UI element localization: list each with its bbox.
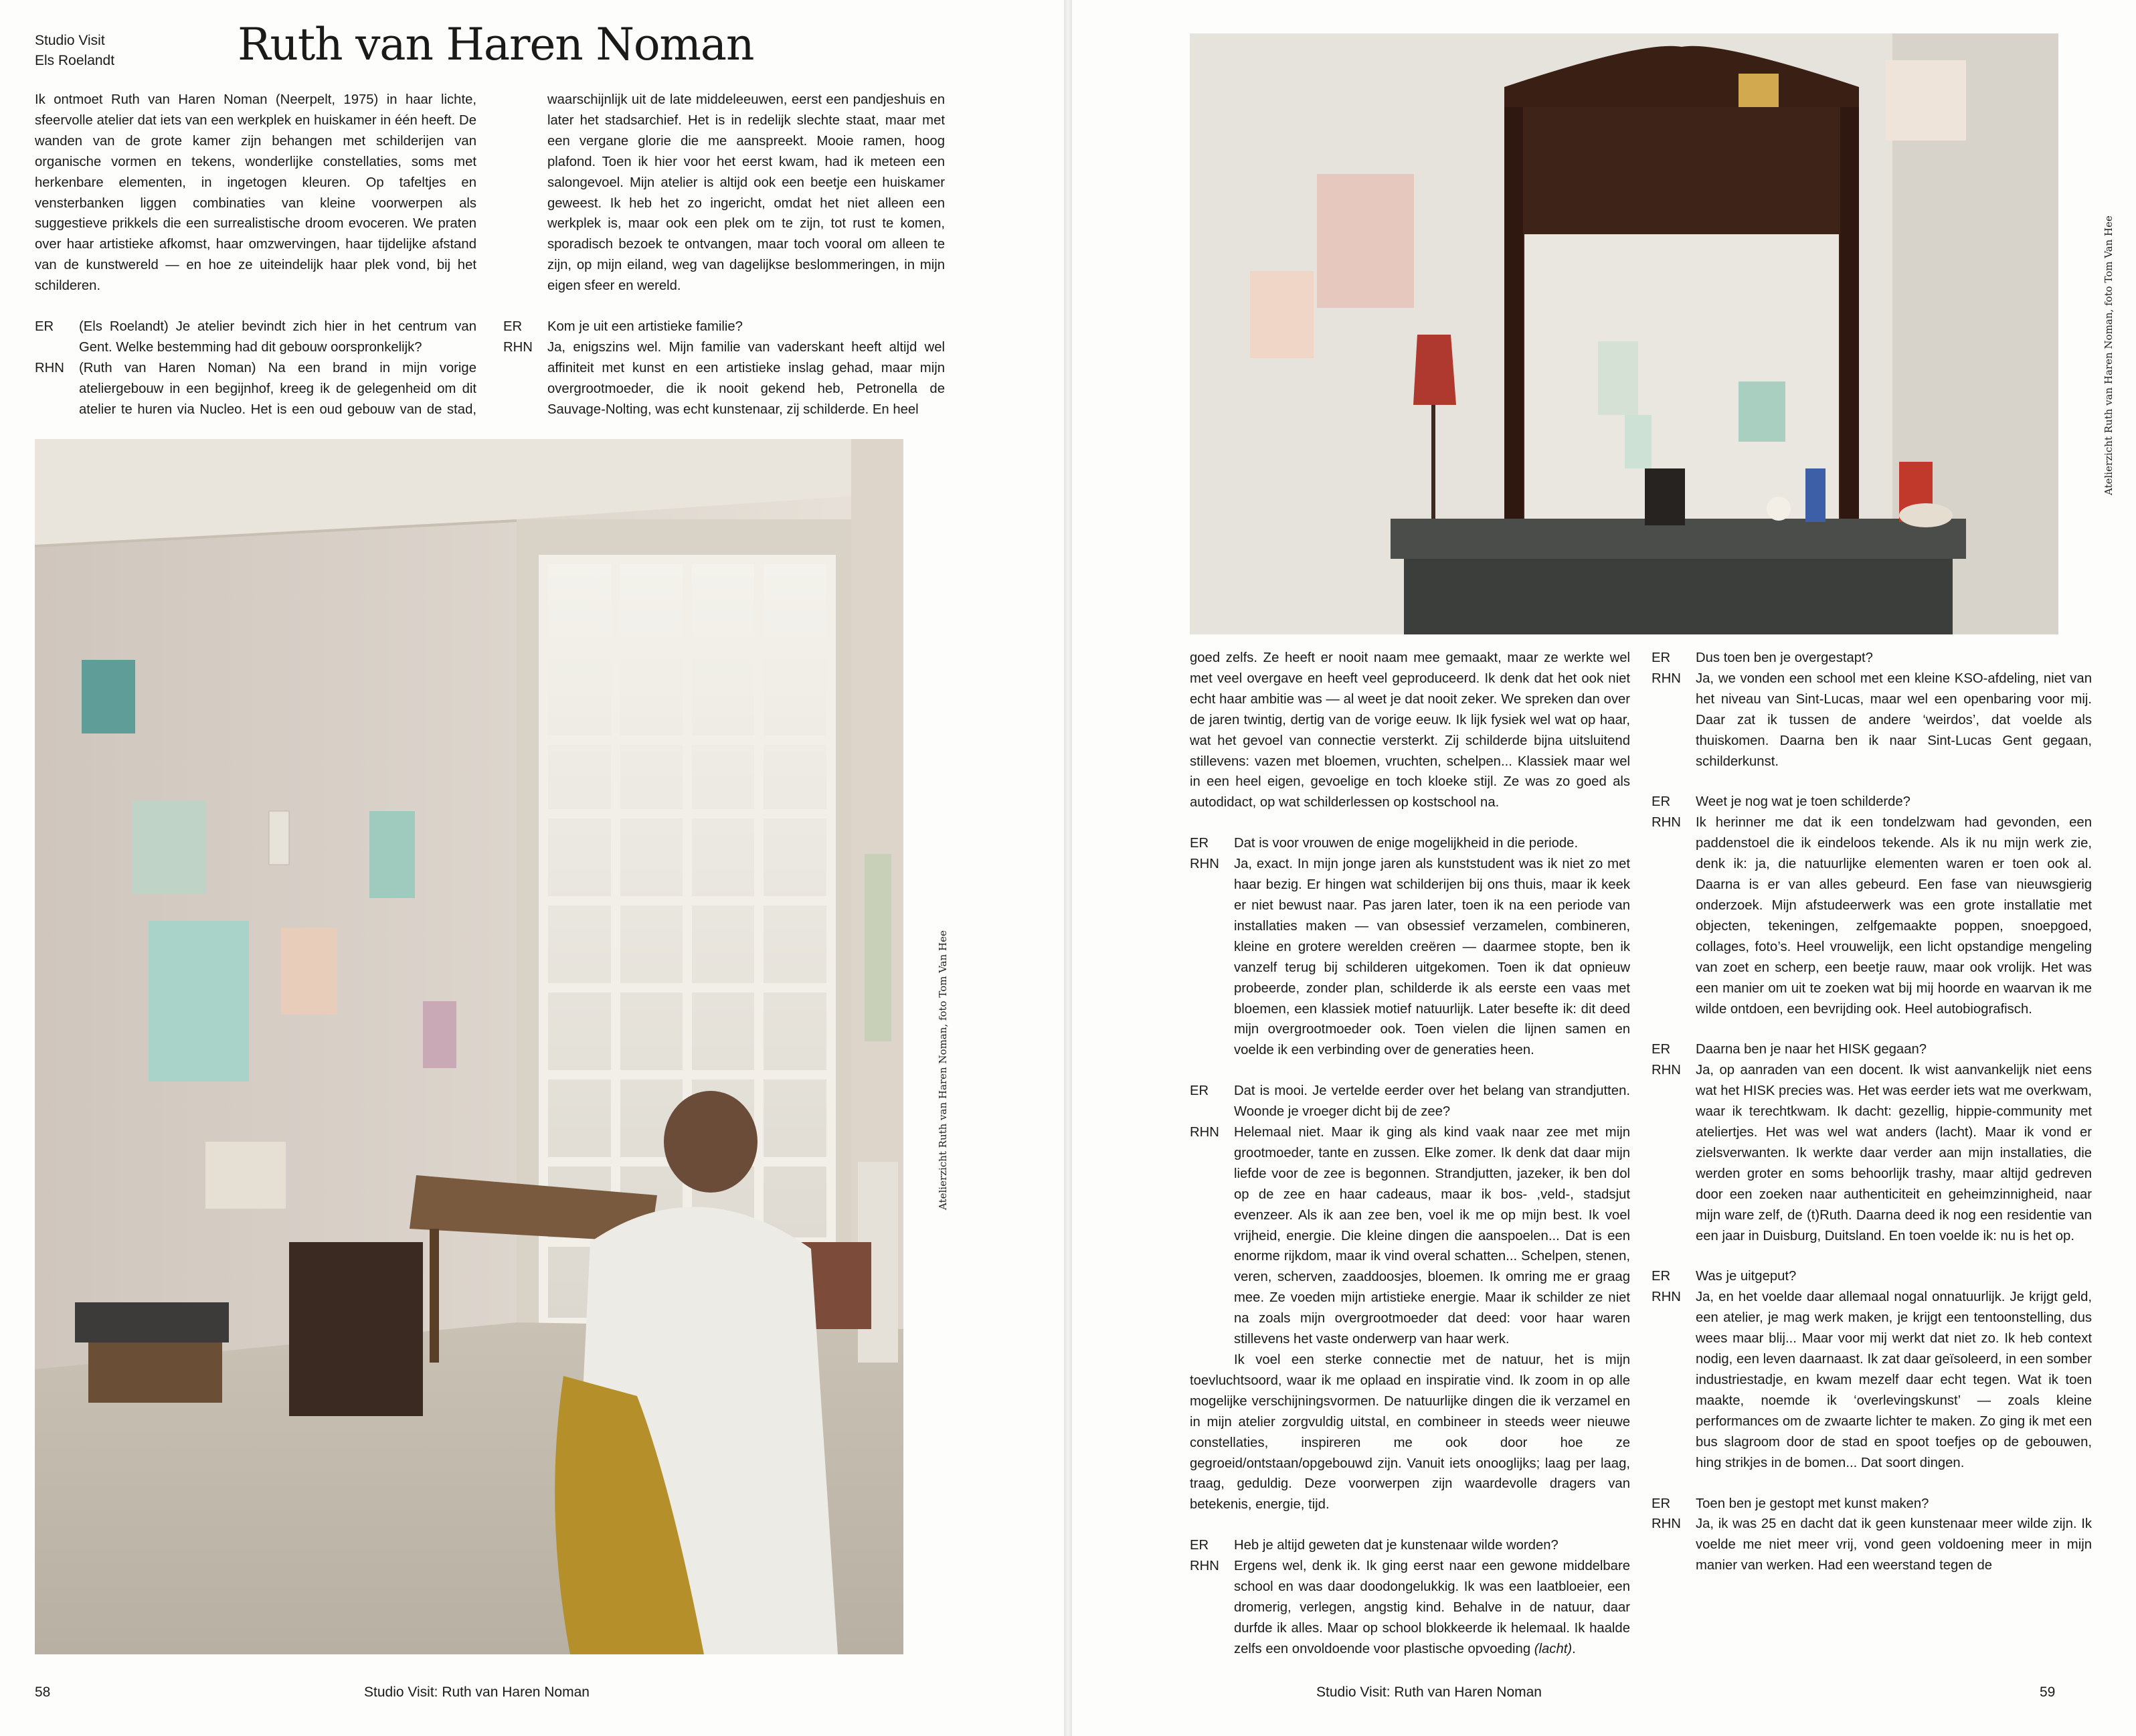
answer-text: Ja, ik was 25 en dacht dat ik geen kunstenaar meer wilde zijn. Ik voelde me niet meer vrij, vond geen voldoening meer in mijn manier van werken. Had een weerstand tegen de: [1696, 1516, 2092, 1573]
speaker-label: RHN: [1652, 671, 1681, 686]
left-page: [0, 0, 1064, 1736]
question-6: [1652, 648, 2092, 669]
speaker-label: RHN: [1190, 1559, 1219, 1574]
article-title: Ruth van Haren Noman: [238, 19, 754, 70]
question-4: [1190, 1081, 1630, 1122]
right-text-columns: [1190, 648, 2092, 1674]
answer-text: Ja, we vonden een school met een kleine KSO-afdeling, niet van het niveau van Sint-Lucas, maar wel een openbaring voor mij. Daar zat ik tussen de andere ‘weirdos’, dat voelde als thuiskomen. Daarna ben ik naar Sint-Lucas Gent gegaan, schilderkunst.: [1696, 671, 2092, 769]
question-7: [1652, 792, 2092, 812]
answer-5: [1190, 1556, 1630, 1660]
answer-5-italic: (lacht): [1534, 1641, 1573, 1656]
answer-2-continued: goed zelfs. Ze heeft er nooit naam mee gemaakt, maar ze werkte wel met veel overgave en heeft veel geproduceerd. Ik denk dat het ook niet echt haar ambitie was — al weet je dat nooit zeker. We spreken dan over de jaren twintig, dertig van de vorige eeuw. Ik lijk fysiek wel wat op haar, wat het gevoel van connectie versterkt. Zij schilderde bijna uitsluitend stillevens: vazen met bloemen, vruchten, schelpen... Klassiek maar wel in een heel eigen, gevoelige en toch kloeke stijl. Ze was zo goed als autodidact, op wat schilderlessen op kostschool na.: [1190, 650, 1630, 810]
answer-text: Ja, op aanraden van een docent. Ik wist aanvankelijk niet eens wat het HISK precies was. Het was eerder iets wat me overkwam, waar ik terechtkwam. Ik dacht: gezellig, hippie-community met ateliertjes. Het was wel wat anders (lacht). Maar ik vond er zielsverwanten. Ik werkte daar verder aan mijn installaties, die werden groter en soms behoorlijk trashy, maar altijd gedreven door een zoeken naar authenticiteit en geheimzinnigheid, naar mijn ware zelf, de (t)Ruth. Daarna deed ik nog een residentie van een jaar in Duisburg, Duitsland. En toen voelde ik: nu is het op.: [1696, 1063, 2092, 1243]
answer-5-body: Ergens wel, denk ik. Ik ging eerst naar een gewone middelbare school en was daar doodongelukkig. Ik was een laatbloeier, een dromerig, verlegen, angstig kind. Behalve in de natuur, daar durfde ik alles. Maar op school blokkeerde ik helemaal. Ik haalde zelfs een onvoldoende voor plastische opvoeding: [1234, 1559, 1630, 1656]
running-head-right: Studio Visit: Ruth van Haren Noman: [1316, 1684, 1542, 1700]
answer-3: [1190, 854, 1630, 1061]
intro-paragraph: Ik ontmoet Ruth van Haren Noman (Neerpelt, 1975) in haar lichte, sfeervolle atelier dat iets van een werkplek en huiskamer in één heeft. De wanden van de grote kamer zijn behangen met schilderijen van organische vormen en tekens, wonderlijke constellaties, soms met herkenbare elementen, in ingetogen kleuren. Op tafeltjes en vensterbanken liggen combinaties van kleine voorwerpen als suggestieve prikkels die een surrealistische droom evoceren. We praten over haar artistieke afkomst, haar omzwervingen, haar tijdelijke afstand van de kunstwereld — en hoe ze uiteindelijk haar plek vond, bij het schilderen.: [35, 92, 476, 294]
studio-photo-window: [35, 439, 903, 1654]
speaker-label: ER: [35, 319, 54, 335]
question-9: [1652, 1266, 2092, 1287]
studio-photo-mantel: [1190, 33, 2058, 634]
speaker-label: ER: [1652, 650, 1671, 665]
speaker-label: RHN: [1190, 857, 1219, 872]
speaker-label: RHN: [1652, 1063, 1681, 1078]
answer-4: [1190, 1122, 1630, 1350]
speaker-label: RHN: [1652, 1516, 1681, 1532]
speaker-label: ER: [1652, 1269, 1671, 1284]
speaker-label: RHN: [503, 339, 533, 355]
answer-8: [1652, 1060, 2092, 1246]
question-text: Dat is voor vrouwen de enige mogelijkheid in die periode.: [1234, 836, 1579, 851]
photo-caption-right: Atelierzicht Ruth van Haren Noman, foto Tom Van Hee: [2103, 215, 2115, 495]
question-text: Kom je uit een artistieke familie?: [547, 319, 743, 335]
question-1: [35, 317, 476, 358]
answer-text: Ja, enigszins wel. Mijn familie van vaderskant heeft altijd wel affiniteit met kunst en een artistieke inslag gehad, maar mijn overgrootmoeder, die ik nooit gekend heb, Petronella de Sauvage-Nolting, was echt kunstenaar, zij schilderde. En heel: [547, 339, 945, 417]
speaker-label: RHN: [1652, 1290, 1681, 1305]
question-text: Dat is mooi. Je vertelde eerder over het belang van strandjutten. Woonde je vroeger dicht bij de zee?: [1234, 1083, 1630, 1120]
speaker-label: ER: [1652, 794, 1671, 810]
speaker-label: RHN: [1190, 1125, 1219, 1140]
question-text: Toen ben je gestopt met kunst maken?: [1696, 1496, 1929, 1511]
question-text: (Els Roelandt) Je atelier bevindt zich hier in het centrum van Gent. Welke bestemming had dit gebouw oorspronkelijk?: [79, 319, 476, 355]
page-number-right: 59: [2040, 1684, 2056, 1700]
question-text: Heb je altijd geweten dat je kunstenaar wilde worden?: [1234, 1538, 1559, 1553]
answer-9: [1652, 1287, 2092, 1473]
answer-10: [1652, 1514, 2092, 1576]
question-10: [1652, 1494, 2092, 1514]
running-head-left: Studio Visit: Ruth van Haren Noman: [364, 1684, 590, 1700]
speaker-label: ER: [1190, 1538, 1209, 1553]
answer-text: Ik herinner me dat ik een tondelzwam had gevonden, een paddenstoel die ik eindeloos tekende. Als ik nu mijn werk zie, denk ik: ja, die natuurlijke elementen waren er toen ook al. Daarna is er van alles gebeurd. Een fase van nieuwsgierig onderzoek. Mijn afstudeerwerk was een grote installatie met objecten, tekeningen, zelfgemaakte poppen, snoepgoed, collages, foto’s. Heel vrouwelijk, een licht opstandige mengeling van zoet en scherp, een beetje rauw, maar ook vrolijk. Het was een manier om uit te zoeken wat bij mij hoorde en waarvan ik me wilde ontdoen, een bevrijding ook. Heel autobiografisch.: [1696, 815, 2092, 1017]
question-5: [1190, 1535, 1630, 1556]
answer-7: [1652, 812, 2092, 1019]
question-2: [503, 317, 945, 337]
section-name: Studio Visit: [35, 33, 105, 48]
question-text: Was je uitgeput?: [1696, 1269, 1797, 1284]
speaker-label: ER: [1190, 1083, 1209, 1099]
book-gutter: [1064, 0, 1072, 1736]
speaker-label: ER: [1652, 1042, 1671, 1057]
question-8: [1652, 1039, 2092, 1060]
question-3: [1190, 833, 1630, 854]
answer-text: Ergens wel, denk ik. Ik ging eerst naar een gewone middelbare school en was daar doodongelukkig. Ik was een laatbloeier, een dromerig, verlegen, angstig kind. Behalve in de natuur, daar durfde ik alles. Maar op school blokkeerde ik helemaal. Ik haalde zelfs een onvoldoende voor plastische opvoeding (lacht).: [1234, 1559, 1630, 1656]
question-text: Weet je nog wat je toen schilderde?: [1696, 794, 1910, 810]
section-label: [35, 31, 114, 71]
speaker-label: RHN: [1652, 815, 1681, 831]
page-number-left: 58: [35, 1684, 51, 1700]
answer-6: [1652, 669, 2092, 772]
author-name: Els Roelandt: [35, 53, 115, 68]
left-text-columns: [35, 90, 945, 424]
answer-text: Ja, en het voelde daar allemaal nogal onnatuurlijk. Je krijgt geld, een atelier, je mag werk maken, je krijgt een tentoonstelling, dus wees maar blij... Maar voor mij werkt dat niet zo. Ik heb context nodig, een leven daarnaast. Ik zat daar geïsoleerd, in een somber industriestadje, en kwam mezelf daar echt tegen. Wat ik toen maakte, noemde ik ‘overlevingskunst’ — zoals kleine performances om de zwaarte lichter te maken. Zo ging ik met een bus slagroom door de stad en spoot toefjes op de gebouwen, hing strikjes in de bomen... Dat soort dingen.: [1696, 1290, 2092, 1470]
answer-text: Ja, exact. In mijn jonge jaren als kunststudent was ik niet zo met haar bezig. Er hingen wat schilderijen bij ons thuis, maar ik keek er niet bewust naar. Pas jaren later, toen ik na een periode van installaties maken — van obsessief verzamelen, combineren, kleine en grotere werelden creëren — daarmee stopte, ben ik vanzelf terug bij schilderen uitgekomen. Toen ik dat opnieuw probeerde, zonder plan, schilderde ik als eerste een vaas met bloemen, een klassiek motief natuurlijk. Later besefte ik: dit deed mijn overgrootmoeder ook. Toen vielen die lijnen samen en voelde ik een verbinding over de generaties heen.: [1234, 857, 1630, 1058]
speaker-label: ER: [1190, 836, 1209, 851]
right-page: [1072, 0, 2136, 1736]
question-text: Daarna ben je naar het HISK gegaan?: [1696, 1042, 1927, 1057]
speaker-label: ER: [503, 319, 523, 335]
speaker-label: RHN: [35, 360, 64, 375]
photo-caption-left: Atelierzicht Ruth van Haren Noman, foto Tom Van Hee: [937, 930, 949, 1210]
answer-text: Helemaal niet. Maar ik ging als kind vaak naar zee met mijn grootmoeder, tante en zussen. Elke zomer. Ik denk dat daar mijn liefde voor de zee is begonnen. Strandjutten, jazeker, ik ben dol op de zee en haar cadeaus, maar ik bos- ,veld-, stadsjut evenzeer. Als ik aan zee ben, voel ik me op mijn best. Ik voel vrijheid, energie. Die kleine dingen die aanspoelen... Dat is een enorme rijkdom, maar ik vind overal schatten... Schelpen, stenen, veren, scherven, zaaddoosjes, bloemen. Ik omring me er graag mee. Ze voeden mijn artistieke energie. Maar ik schilder ze niet na zoals mijn overgrootmoeder dat deed: voor haar waren stillevens het vaste onderwerp van haar werk.: [1234, 1125, 1630, 1347]
answer-4-continued: Ik voel een sterke connectie met de natuur, het is mijn toevluchtsoord, waar ik me oplaad en inspiratie vind. Ik zoom in op alle mogelijke verschijningsvormen. De natuurlijke dingen die ik verzamel en in mijn atelier zorgvuldig uitstal, en combineer in steeds weer nieuwe constellaties, inspireren me ook door hoe ze gegroeid/ontstaan/opgebouwd zijn. Vanuit iets onooglijks; laag per laag, traag, geduldig. Deze voorwerpen zijn waardevolle dragers van betekenis, energie, tijd.: [1190, 1353, 1630, 1512]
answer-text: (Ruth van Haren Noman) Na een brand in mijn vorige ateliergebouw in een begijnhof, kreeg ik de gelegenheid om dit atelier te huren via Nucleo. Het is een oud gebouw van de stad, waarschijnlijk uit de late middeleeuwen, eerst een pandjeshuis en later het stadsarchief. Het is in redelijk slechte staat, maar met een vergane glorie die me aanspreekt. Mooie ramen, hoog plafond. Toen ik hier voor het eerst kwam, had ik meteen een salongevoel. Mijn atelier is altijd ook een beetje een huiskamer geweest. Ik heb het zo ingericht, omdat het niet alleen een werkplek is, maar ook een plek om te zijn, tot rust te komen, sporadisch bezoek te ontvangen, maar toch vooral om alleen te zijn, op mijn eiland, weg van dagelijkse beslommeringen, in mijn eigen sfeer en wereld.: [79, 92, 945, 417]
question-text: Dus toen ben je overgestapt?: [1696, 650, 1873, 665]
speaker-label: ER: [1652, 1496, 1671, 1511]
answer-2-start: [503, 337, 945, 420]
